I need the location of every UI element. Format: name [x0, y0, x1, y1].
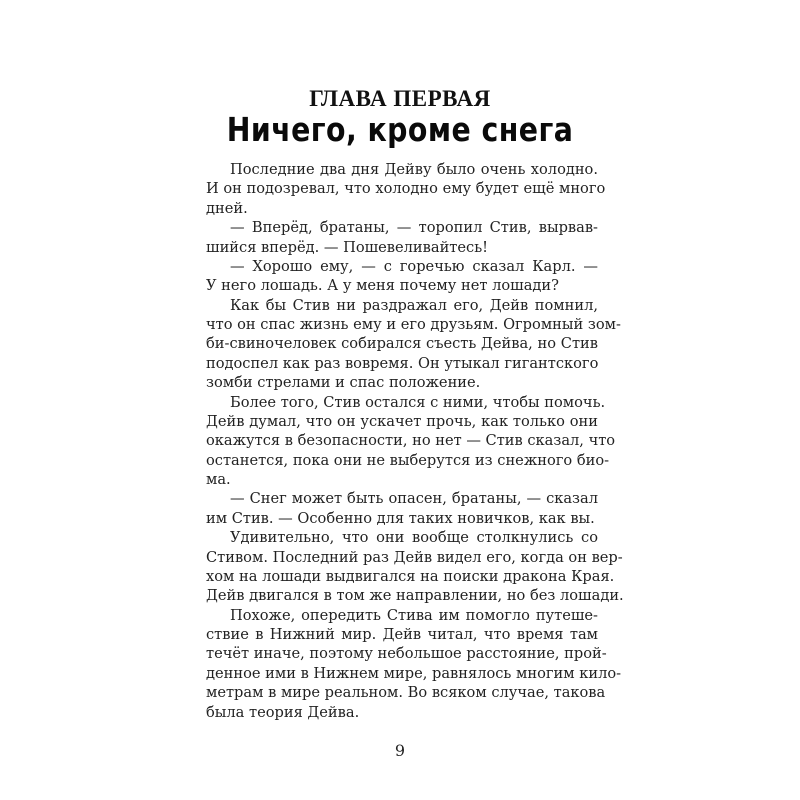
text-line: была теория Дейва.: [206, 703, 360, 721]
text-line: зомби стрелами и спас положение.: [206, 374, 481, 392]
text-line: би-свиночеловек собирался съесть Дейва, но Стив: [206, 335, 598, 353]
text-line: Стивом. Последний раз Дейв видел его, когда он вер-: [206, 548, 623, 566]
text-line: Удивительно, что они вообще столкнулись со: [230, 529, 598, 547]
text-line: У него лошадь. А у меня почему нет лошади?: [206, 277, 559, 295]
page-number: 9: [394, 741, 406, 760]
text-line: — Хорошо ему, — с горечью сказал Карл. —: [230, 257, 598, 275]
text-line: останется, пока они не выберутся из снежного био-: [206, 451, 610, 469]
text-line: метрам в мире реальном. Во всяком случае, такова: [206, 684, 606, 702]
text-line: окажутся в безопасности, но нет — Стив сказал, что: [206, 432, 616, 450]
text-line: Последние два дня Дейву было очень холодно.: [230, 161, 598, 178]
text-line: Как бы Стив ни раздражал его, Дейв помнил,: [230, 296, 598, 314]
text-line: денное ими в Нижнем мире, равнялось многим кило-: [206, 664, 622, 682]
text-line: что он спас жизнь ему и его друзьям. Огромный зом-: [206, 316, 621, 333]
text-line: ствие в Нижний мир. Дейв читал, что время там: [206, 626, 598, 643]
text-line: хом на лошади выдвигался на поиски дракона Края.: [206, 567, 615, 585]
body-text: [206, 160, 624, 722]
text-line: — Снег может быть опасен, братаны, — сказал: [230, 490, 598, 508]
text-line: течёт иначе, поэтому небольшое расстояние, прой-: [206, 645, 607, 663]
text-line: подоспел как раз вовремя. Он утыкал гигантского: [206, 354, 599, 372]
text-line: Более того, Стив остался с ними, чтобы помочь.: [230, 393, 606, 411]
text-line: И он подозревал, что холодно ему будет ещё много: [206, 180, 606, 198]
text-line: шийся вперёд. — Пошевеливайтесь!: [206, 238, 488, 256]
text-line: Дейв двигался в том же направлении, но без лошади.: [206, 587, 624, 605]
text-line: ма.: [206, 471, 231, 488]
text-line: — Вперёд, братаны, — торопил Стив, вырвав-: [230, 219, 598, 237]
text-line: Похоже, опередить Стива им помогло путеше-: [230, 606, 598, 624]
text-line: дней.: [206, 199, 248, 217]
text-line: Дейв думал, что он ускачет прочь, как только они: [206, 412, 598, 430]
chapter-title: Ничего, кроме снега: [226, 110, 574, 149]
chapter-label: ГЛАВА ПЕРВАЯ: [309, 86, 491, 111]
text-line: им Стив. — Особенно для таких новичков, как вы.: [206, 509, 595, 527]
